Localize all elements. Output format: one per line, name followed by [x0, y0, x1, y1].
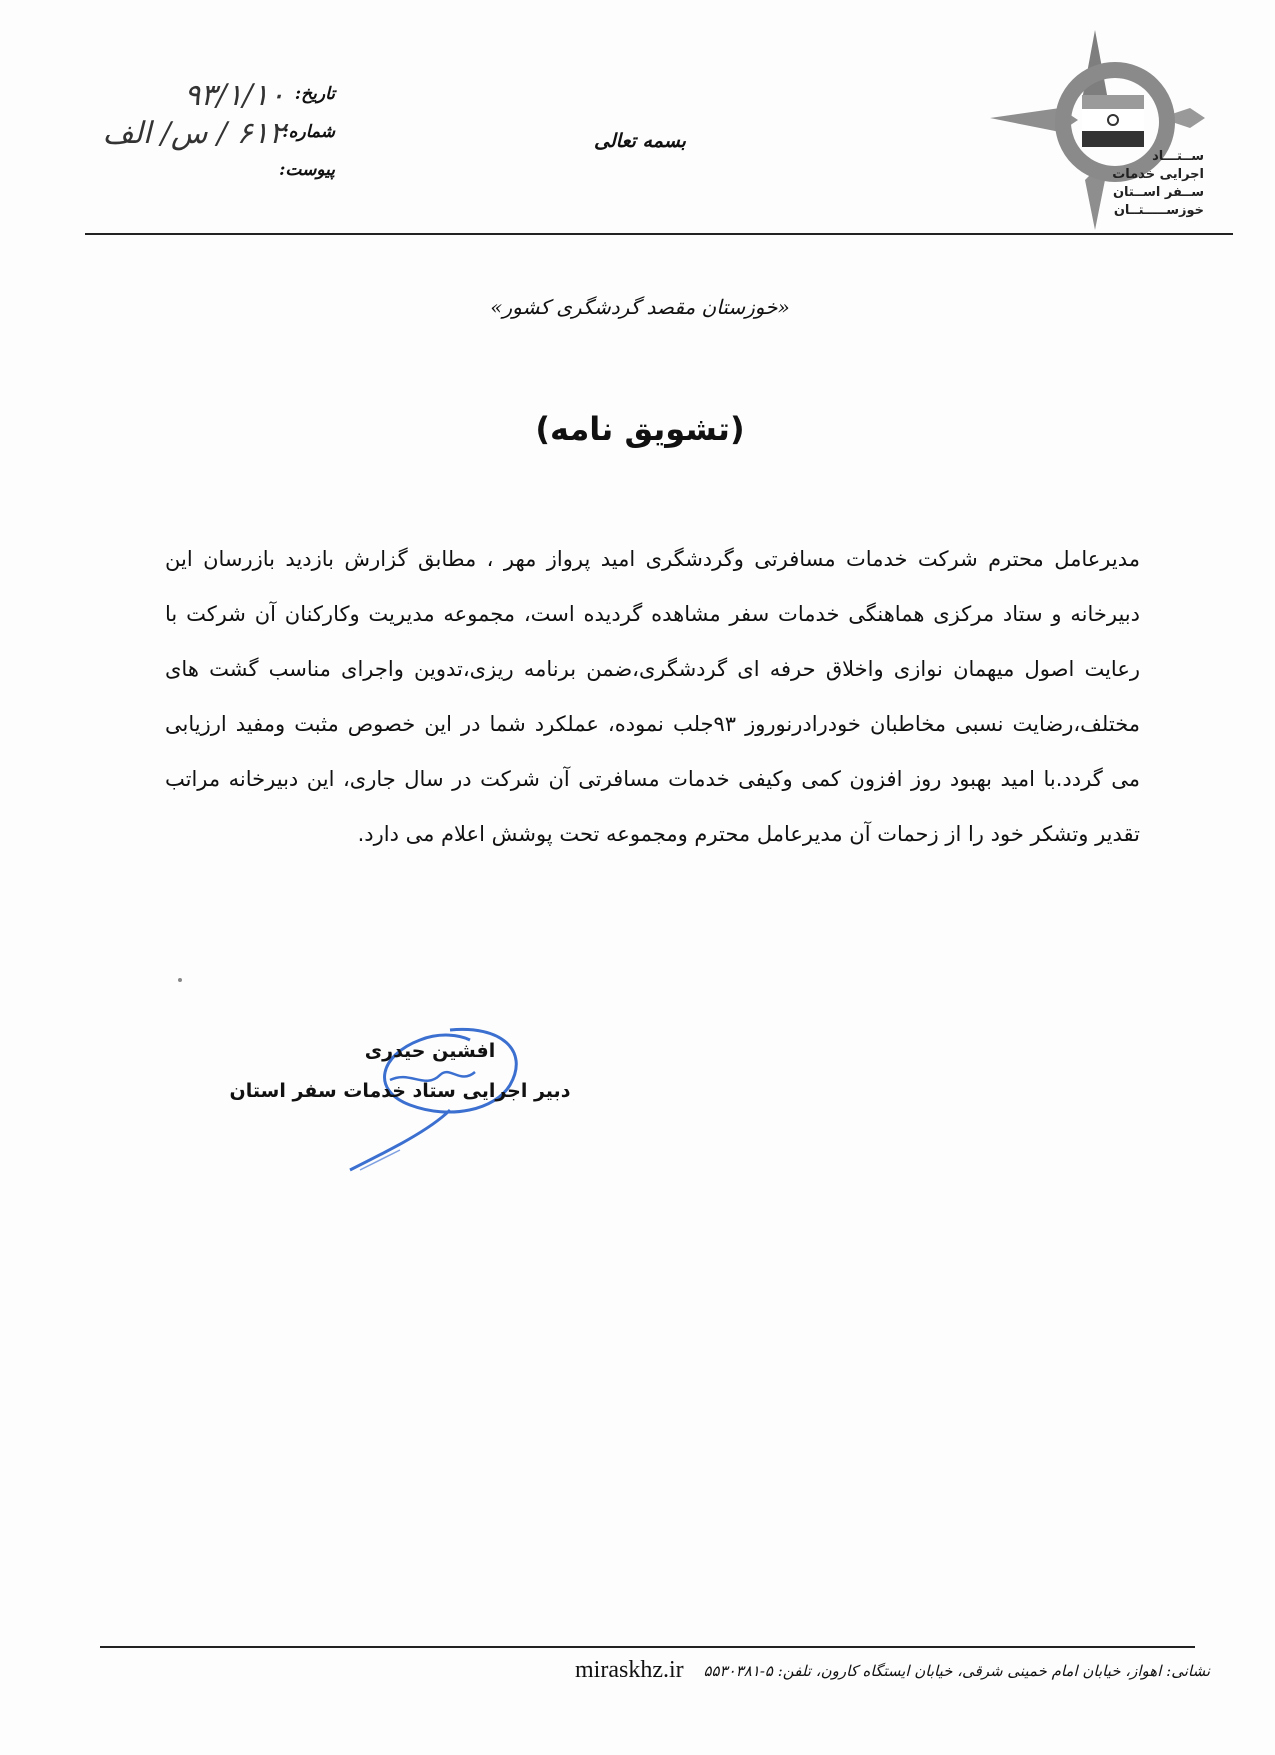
logo-line: ســفر اســتان [1112, 185, 1204, 200]
logo-text [1084, 148, 1204, 220]
number-label: شماره: [282, 122, 335, 142]
number-value: ۶۱۲ / س/ الف [102, 116, 285, 151]
date-row [95, 78, 335, 116]
footer-address: نشانی: اهواز، خیابان امام خمینی شرقی، خیابان ایستگاه کارون، تلفن: ۵-۵۵۳۰۳۸۱ [703, 1662, 1210, 1680]
date-value: ۹۳/۱/۱۰ [184, 78, 285, 113]
attachment-row [95, 154, 335, 192]
signer-title: دبیر اجرایی ستاد خدمات سفر استان [229, 1080, 571, 1102]
letter-meta [95, 78, 335, 192]
footer-website: miraskhz.ir [575, 1657, 684, 1683]
basmala: بسمه تعالی [594, 130, 686, 152]
organization-logo [990, 30, 1220, 230]
date-label: تاریخ: [294, 84, 335, 104]
logo-line: ســتـــاد [1152, 149, 1204, 164]
letter-body [165, 532, 1140, 862]
header-divider [85, 233, 1233, 235]
body-paragraph: مدیرعامل محترم شرکت خدمات مسافرتی وگردشگری امید پرواز مهر ، مطابق گزارش بازدید بازرسان این دبیرخانه و ستاد مرکزی هماهنگی خدمات سفر مشاهده گردیده است، مجموعه مدیریت وکارکنان آن شرکت با رعایت اصول میهمان نوازی واخلاق حرفه ای گردشگری،ضمن برنامه ریزی،تدوین واجرای مناسب گشت های مختلف،رضایت نسبی مخاطبان خودرادرنوروز ۹۳جلب نموده، عملکرد شما در این خصوص مثبت ومفید ارزیابی می گردد.با امید بهبود روز افزون کمی وکیفی خدمات مسافرتی آن شرکت در سال جاری، این دبیرخانه مراتب تقدیر وتشکر خود را از زحمات آن مدیرعامل محترم ومجموعه تحت پوشش اعلام می دارد. [165, 547, 1140, 846]
letter-title: (تشویق نامه) [535, 410, 745, 448]
logo-line: خوزســـــتــان [1113, 203, 1204, 218]
scan-speck [178, 978, 182, 982]
slogan: «خوزستان مقصد گردشگری کشور» [490, 295, 790, 319]
footer-divider [100, 1646, 1195, 1648]
attachment-label: پیوست: [279, 160, 335, 180]
signer-name: افشین حیدری [364, 1040, 496, 1062]
logo-line: اجرایی خدمات [1112, 167, 1204, 182]
number-row [95, 116, 335, 154]
